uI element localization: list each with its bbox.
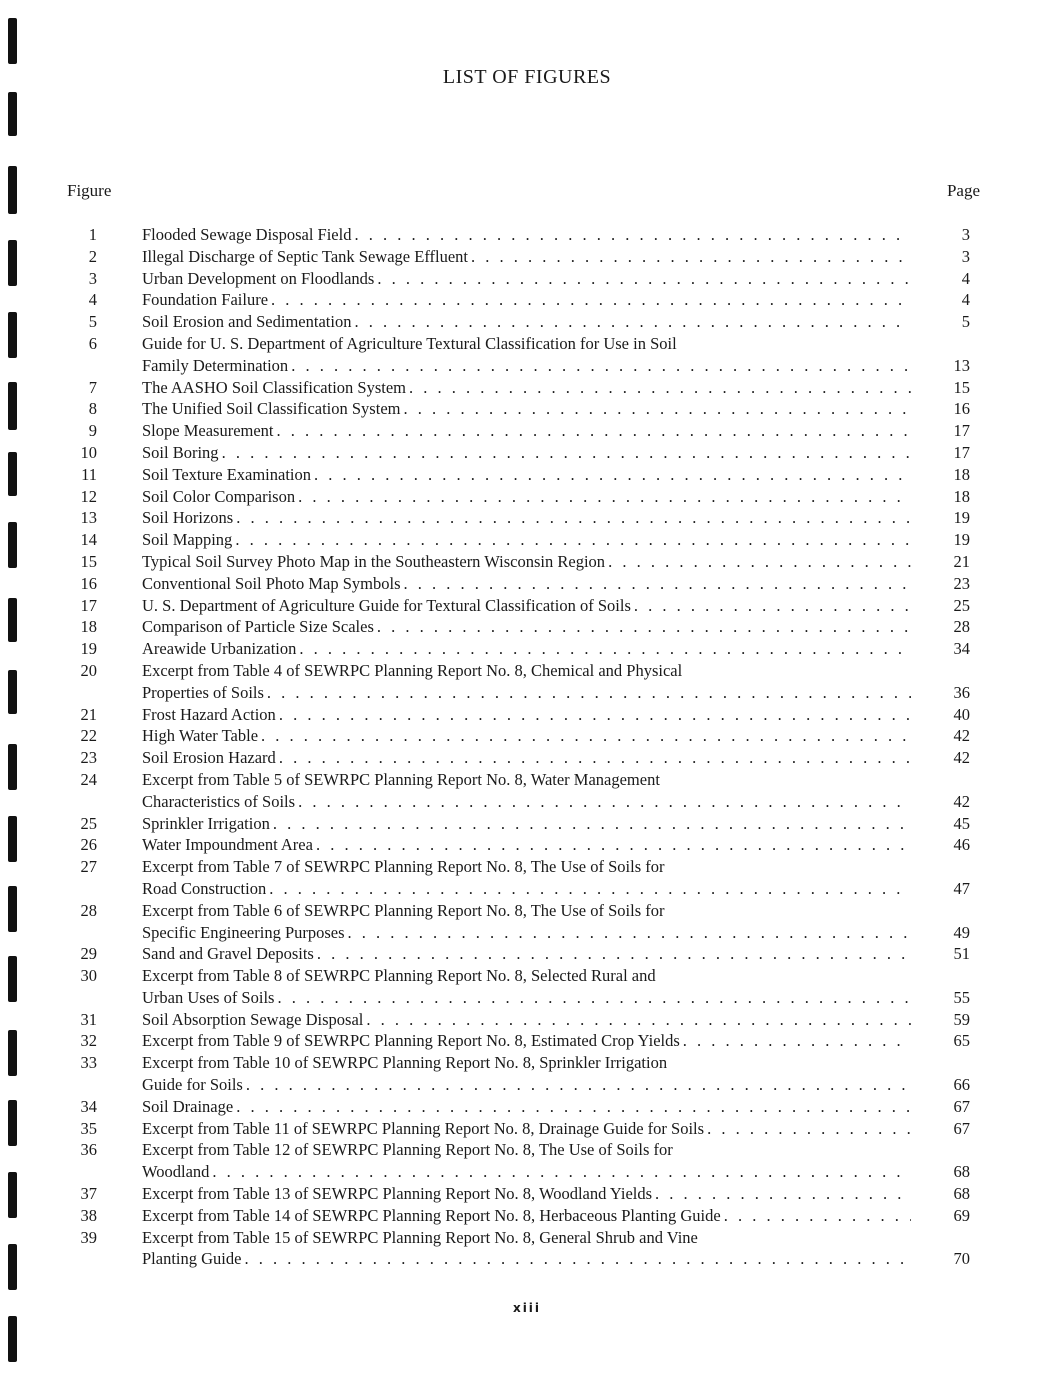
figure-entry <box>0 551 1054 573</box>
figure-title-line: Soil Boring <box>142 442 219 462</box>
figure-page-number: 66 <box>953 1075 970 1095</box>
binder-mark <box>8 1316 17 1362</box>
page-title: LIST OF FIGURES <box>442 66 612 88</box>
figure-page-number: 45 <box>953 813 970 833</box>
leader-dots <box>295 486 911 508</box>
figure-title-line: Excerpt from Table 4 of SEWRPC Planning Report No. 8, Chemical and Physical <box>142 660 683 680</box>
leader-dots <box>233 1096 911 1118</box>
figure-title-line: Frost Hazard Action <box>142 704 276 724</box>
figure-number: 5 <box>88 312 97 332</box>
figure-number: 25 <box>80 813 97 833</box>
figure-page-number: 40 <box>953 704 970 724</box>
figure-entry <box>0 333 1054 377</box>
figure-title-line: Road Construction <box>142 878 267 898</box>
figure-number: 36 <box>80 1140 97 1160</box>
figure-page-number: 18 <box>953 464 970 484</box>
figure-title-line: Excerpt from Table 13 of SEWRPC Planning Report No. 8, Woodland Yields <box>142 1184 653 1204</box>
leader-dots <box>266 878 911 900</box>
page-number: xiii <box>512 1301 542 1315</box>
leader-dots <box>721 1205 911 1227</box>
figure-entry <box>0 595 1054 617</box>
figure-number: 17 <box>80 595 97 615</box>
leader-dots <box>351 224 911 246</box>
figure-title-line: Foundation Failure <box>142 290 269 310</box>
figure-number: 7 <box>88 377 97 397</box>
figure-number: 1 <box>88 225 97 244</box>
figure-title-line: Family Determination <box>142 355 289 375</box>
figure-title-line: Soil Erosion Hazard <box>142 748 276 768</box>
figure-title-line: Excerpt from Table 9 of SEWRPC Planning Report No. 8, Estimated Crop Yields <box>142 1031 680 1051</box>
leader-dots <box>258 725 911 747</box>
figure-page-number: 18 <box>953 486 970 506</box>
leader-dots <box>406 377 911 399</box>
figure-number: 33 <box>80 1053 97 1073</box>
figure-number: 28 <box>80 900 97 920</box>
figure-entry <box>0 224 1054 246</box>
binder-mark <box>8 92 17 136</box>
figure-number: 16 <box>80 573 97 593</box>
figure-entry <box>0 464 1054 486</box>
figure-entry <box>0 1205 1054 1227</box>
figure-page-number: 28 <box>953 617 970 637</box>
figure-page-number: 69 <box>953 1205 970 1225</box>
figure-number: 27 <box>80 857 97 877</box>
figure-page-number: 4 <box>961 268 970 288</box>
figure-entry <box>0 616 1054 638</box>
figure-entry <box>0 1009 1054 1031</box>
leader-dots <box>401 573 911 595</box>
figure-page-number: 3 <box>961 246 970 266</box>
figure-page-number: 15 <box>953 377 970 397</box>
figure-page-number: 68 <box>953 1184 970 1204</box>
figure-number: 20 <box>80 660 97 680</box>
figure-title-line: Soil Erosion and Sedimentation <box>142 312 352 332</box>
figure-number: 24 <box>80 769 97 789</box>
figure-title-line: The Unified Soil Classification System <box>142 399 401 419</box>
leader-dots <box>351 311 911 333</box>
figure-entry <box>0 1139 1054 1183</box>
leader-dots <box>219 442 911 464</box>
leader-dots <box>605 551 911 573</box>
figure-page-number: 25 <box>953 595 970 615</box>
figure-number: 23 <box>80 748 97 768</box>
figure-entry <box>0 311 1054 333</box>
figure-entry <box>0 377 1054 399</box>
figure-number: 12 <box>80 486 97 506</box>
figure-number: 34 <box>80 1096 97 1116</box>
figure-page-number: 65 <box>953 1031 970 1051</box>
figure-title-line: Guide for U. S. Department of Agriculture Textural Classification for Use in Soil <box>142 333 677 353</box>
figure-entry <box>0 507 1054 529</box>
figure-title-line: Soil Drainage <box>142 1096 234 1116</box>
figure-page-number: 19 <box>953 530 970 550</box>
figure-title-line: Excerpt from Table 7 of SEWRPC Planning Report No. 8, The Use of Soils for <box>142 857 665 877</box>
leader-dots <box>311 464 911 486</box>
figure-page-number: 21 <box>953 551 970 571</box>
column-header-figure: Figure <box>67 181 112 200</box>
figure-title-line: Illegal Discharge of Septic Tank Sewage Effluent <box>142 246 468 266</box>
leader-dots <box>652 1183 911 1205</box>
figure-page-number: 70 <box>953 1249 970 1269</box>
figure-title-line: Water Impoundment Area <box>142 835 313 855</box>
leader-dots <box>288 355 911 377</box>
figure-entry <box>0 747 1054 769</box>
figure-title-line: Typical Soil Survey Photo Map in the Southeastern Wisconsin Region <box>142 551 606 571</box>
leader-dots <box>270 813 911 835</box>
figure-number: 29 <box>80 944 97 964</box>
figure-title-line: Woodland <box>142 1162 210 1182</box>
figure-entry <box>0 246 1054 268</box>
figure-number: 32 <box>80 1031 97 1051</box>
figure-title-line: High Water Table <box>142 726 259 746</box>
figure-entry <box>0 529 1054 551</box>
figure-entry <box>0 486 1054 508</box>
leader-dots <box>276 704 911 726</box>
figure-entry <box>0 1030 1054 1052</box>
figure-number: 22 <box>80 726 97 746</box>
figure-number: 19 <box>80 639 97 659</box>
figure-number: 30 <box>80 966 97 986</box>
figure-entry <box>0 725 1054 747</box>
figure-number: 13 <box>80 508 97 528</box>
figure-title-line: Soil Color Comparison <box>142 486 296 506</box>
figure-entry <box>0 943 1054 965</box>
figure-title-line: Properties of Soils <box>142 682 264 702</box>
figure-title-line: Flooded Sewage Disposal Field <box>142 225 352 244</box>
figure-page-number: 46 <box>953 835 970 855</box>
figure-title-line: Soil Horizons <box>142 508 234 528</box>
figure-title-line: Slope Measurement <box>142 421 274 441</box>
figure-entry <box>0 442 1054 464</box>
figure-title-line: Excerpt from Table 15 of SEWRPC Planning Report No. 8, General Shrub and Vine <box>142 1227 698 1247</box>
leader-dots <box>295 791 911 813</box>
figure-title-line: Soil Absorption Sewage Disposal <box>142 1009 364 1029</box>
figure-title-line: Soil Texture Examination <box>142 464 312 484</box>
figure-title-line: Specific Engineering Purposes <box>142 922 345 942</box>
leader-dots <box>276 747 911 769</box>
figure-entry <box>0 289 1054 311</box>
figure-title-line: Urban Development on Floodlands <box>142 268 375 288</box>
figure-title-line: Areawide Urbanization <box>142 639 297 659</box>
figure-entry <box>0 638 1054 660</box>
figure-number: 11 <box>81 464 97 484</box>
figure-entry <box>0 900 1054 944</box>
leader-dots <box>468 246 911 268</box>
binder-mark <box>8 18 17 64</box>
figure-title-line: Sand and Gravel Deposits <box>142 944 314 964</box>
leader-dots <box>345 922 911 944</box>
leader-dots <box>243 1074 911 1096</box>
figure-entry <box>0 856 1054 900</box>
figure-title-line: U. S. Department of Agriculture Guide for Textural Classification of Soils <box>142 595 631 615</box>
figure-title-line: The AASHO Soil Classification System <box>142 377 406 397</box>
figure-page-number: 49 <box>953 922 970 942</box>
figure-number: 31 <box>80 1009 97 1029</box>
figure-number: 26 <box>80 835 97 855</box>
figure-title-line: Excerpt from Table 8 of SEWRPC Planning Report No. 8, Selected Rural and <box>142 966 656 986</box>
leader-dots <box>374 268 911 290</box>
figure-number: 6 <box>88 333 97 353</box>
leader-dots <box>274 420 911 442</box>
leader-dots <box>314 943 911 965</box>
figure-page-number: 67 <box>953 1096 970 1116</box>
figure-title-line: Planting Guide <box>142 1249 242 1269</box>
figure-title-line: Comparison of Particle Size Scales <box>142 617 374 637</box>
figure-title-line: Soil Mapping <box>142 530 233 550</box>
figure-page-number: 67 <box>953 1118 970 1138</box>
leader-dots <box>264 682 911 704</box>
figure-number: 35 <box>80 1118 97 1138</box>
figure-title-line: Excerpt from Table 11 of SEWRPC Planning Report No. 8, Drainage Guide for Soils <box>142 1118 705 1138</box>
figure-title-line: Excerpt from Table 6 of SEWRPC Planning Report No. 8, The Use of Soils for <box>142 900 665 920</box>
leader-dots <box>313 834 911 856</box>
figure-page-number: 51 <box>953 944 970 964</box>
figure-title-line: Sprinkler Irrigation <box>142 813 270 833</box>
figure-list <box>0 224 1054 1270</box>
figure-page-number: 59 <box>953 1009 970 1029</box>
leader-dots <box>241 1248 911 1270</box>
figure-entry <box>0 1052 1054 1096</box>
binder-mark <box>8 166 17 214</box>
leader-dots <box>631 595 911 617</box>
figure-page-number: 42 <box>953 748 970 768</box>
leader-dots <box>232 529 911 551</box>
leader-dots <box>363 1009 911 1031</box>
figure-number: 21 <box>80 704 97 724</box>
figure-title-line: Guide for Soils <box>142 1075 243 1095</box>
figure-title-line: Excerpt from Table 12 of SEWRPC Planning Report No. 8, The Use of Soils for <box>142 1140 673 1160</box>
figure-title-line: Excerpt from Table 14 of SEWRPC Planning Report No. 8, Herbaceous Planting Guide <box>142 1205 721 1225</box>
figure-page-number: 34 <box>953 639 970 659</box>
figure-page-number: 17 <box>953 442 970 462</box>
figure-number: 37 <box>80 1184 97 1204</box>
figure-page-number: 36 <box>953 682 970 702</box>
figure-entry <box>0 268 1054 290</box>
figure-number: 39 <box>80 1227 97 1247</box>
figure-page-number: 47 <box>953 878 970 898</box>
leader-dots <box>680 1030 911 1052</box>
leader-dots <box>400 398 911 420</box>
figure-entry <box>0 420 1054 442</box>
figure-entry <box>0 965 1054 1009</box>
figure-number: 14 <box>80 530 97 550</box>
leader-dots <box>704 1118 911 1140</box>
figure-number: 2 <box>88 246 97 266</box>
figure-number: 3 <box>88 268 97 288</box>
figure-entry <box>0 660 1054 704</box>
figure-title-line: Characteristics of Soils <box>142 791 296 811</box>
leader-dots <box>268 289 911 311</box>
figure-page-number: 17 <box>953 421 970 441</box>
leader-dots <box>209 1161 911 1183</box>
leader-dots <box>296 638 911 660</box>
figure-entry <box>0 813 1054 835</box>
figure-page-number: 3 <box>961 225 970 244</box>
figure-entry <box>0 704 1054 726</box>
figure-entry <box>0 398 1054 420</box>
figure-number: 8 <box>88 399 97 419</box>
figure-entry <box>0 769 1054 813</box>
figure-number: 9 <box>88 421 97 441</box>
column-header-page: Page <box>946 181 980 200</box>
figure-title-line: Urban Uses of Soils <box>142 987 275 1007</box>
figure-number: 10 <box>80 442 97 462</box>
figure-number: 38 <box>80 1205 97 1225</box>
figure-number: 4 <box>88 290 97 310</box>
figure-number: 18 <box>80 617 97 637</box>
figure-entry <box>0 1183 1054 1205</box>
figure-page-number: 23 <box>953 573 970 593</box>
figure-page-number: 13 <box>953 355 970 375</box>
figure-page-number: 4 <box>961 290 970 310</box>
figure-entry <box>0 834 1054 856</box>
leader-dots <box>374 616 911 638</box>
figure-title-line: Excerpt from Table 5 of SEWRPC Planning Report No. 8, Water Management <box>142 769 660 789</box>
figure-page-number: 19 <box>953 508 970 528</box>
figure-page-number: 42 <box>953 791 970 811</box>
figure-page-number: 55 <box>953 987 970 1007</box>
figure-page-number: 42 <box>953 726 970 746</box>
figure-page-number: 68 <box>953 1162 970 1182</box>
leader-dots <box>233 507 911 529</box>
figure-entry <box>0 1227 1054 1271</box>
figure-entry <box>0 1118 1054 1140</box>
figure-entry <box>0 1096 1054 1118</box>
figure-page-number: 16 <box>953 399 970 419</box>
figure-title-line: Excerpt from Table 10 of SEWRPC Planning Report No. 8, Sprinkler Irrigation <box>142 1053 668 1073</box>
figure-number: 15 <box>80 551 97 571</box>
figure-entry <box>0 573 1054 595</box>
figure-title-line: Conventional Soil Photo Map Symbols <box>142 573 401 593</box>
figure-page-number: 5 <box>961 312 970 332</box>
leader-dots <box>274 987 911 1009</box>
